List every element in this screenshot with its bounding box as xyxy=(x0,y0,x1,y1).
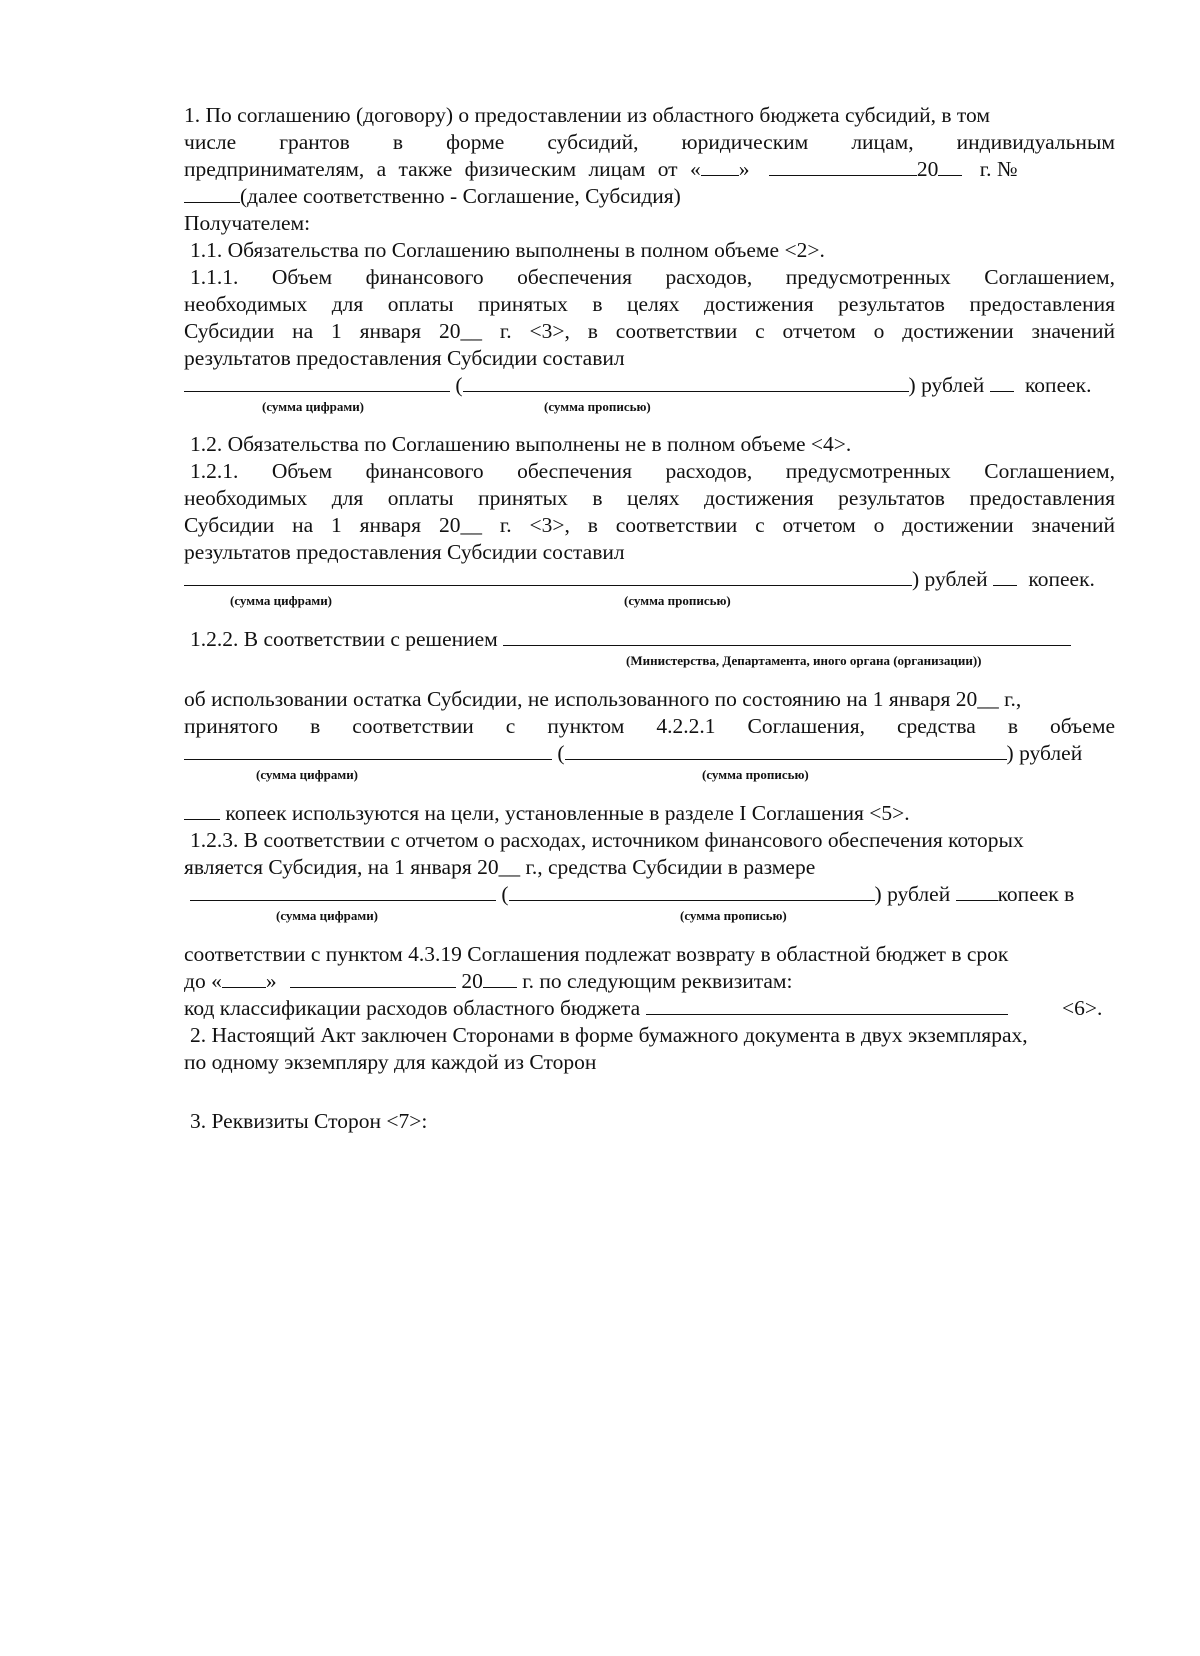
clause-1-2-1-line-3: Субсидии на 1 января 20__ г. <3>, в соответствии с отчетом о достижении значений xyxy=(184,513,1115,537)
sum-digits-blank xyxy=(190,882,496,901)
open-paren: ( xyxy=(455,373,463,397)
year-blank xyxy=(483,969,517,988)
rubles-label: ) рублей xyxy=(912,567,988,591)
clause-1-line-3 xyxy=(184,156,1115,183)
clause-1-2-2-line-5 xyxy=(184,800,910,827)
clause-1-1-1-line-1: 1.1.1. Объем финансового обеспечения расходов, предусмотренных Соглашением, xyxy=(190,265,1115,289)
details-label: г. по следующим реквизитам: xyxy=(522,969,793,993)
clause-1-2-1-line-2: необходимых для оплаты принятых в целях достижения результатов предоставления xyxy=(184,486,1115,510)
clause-1-1-1-line-4: результатов предоставления Субсидии составил xyxy=(184,346,625,370)
number-label: г. № xyxy=(979,157,1018,181)
clause-1-1-title: 1.1. Обязательства по Соглашению выполнены в полном объеме <2>. xyxy=(190,238,825,262)
sum-words-blank xyxy=(463,373,909,392)
year-blank xyxy=(938,157,962,176)
clause-1-1-1-line-3: Субсидии на 1 января 20__ г. <3>, в соответствии с отчетом о достижении значений xyxy=(184,319,1115,343)
clause-1-2-2-text: 1.2.2. В соответствии с решением xyxy=(190,627,498,651)
sum-blank-combined xyxy=(184,567,912,586)
budget-code-label: код классификации расходов областного бюджета xyxy=(184,996,641,1020)
amount-row-1-2-3 xyxy=(190,881,1074,908)
clause-1-2-title: 1.2. Обязательства по Соглашению выполнены не в полном объеме <4>. xyxy=(190,432,852,456)
clause-1-text-1: 1. По соглашению (договору) о предоставлении из областного бюджета субсидий, в том xyxy=(184,103,990,127)
sum-words-blank xyxy=(565,741,1007,760)
clause-1-2-2-line-3: принятого в соответствии с пунктом 4.2.2.1 Соглашения, средства в объеме xyxy=(184,714,1115,738)
kopecks-label: копеек в xyxy=(997,882,1075,906)
kopecks-label: копеек. xyxy=(1024,373,1092,397)
clause-2-line-1: 2. Настоящий Акт заключен Сторонами в форме бумажного документа в двух экземплярах, xyxy=(190,1023,1028,1047)
open-paren: ( xyxy=(557,741,565,765)
clause-3-title: 3. Реквизиты Сторон <7>: xyxy=(190,1109,428,1133)
caption-sum-words: (сумма прописью) xyxy=(680,908,787,923)
clause-1-2-3-line-2: является Субсидия, на 1 января 20__ г., средства Субсидии в размере xyxy=(184,855,816,879)
amount-row-1-2 xyxy=(184,566,1095,593)
kopecks-blank xyxy=(993,567,1017,586)
sum-words-blank xyxy=(509,882,875,901)
recipient-label: Получателем: xyxy=(184,211,311,235)
caption-sum-digits: (сумма цифрами) xyxy=(262,399,365,414)
clause-1-text-3a: предпринимателям, а также физическим лицам от « xyxy=(184,157,701,181)
rubles-label: ) рублей xyxy=(874,882,951,906)
day-blank xyxy=(222,969,266,988)
caption-sum-words: (сумма прописью) xyxy=(624,593,731,608)
clause-2-line-2: по одному экземпляру для каждой из Сторон xyxy=(184,1050,597,1074)
caption-sum-digits: (сумма цифрами) xyxy=(256,767,359,782)
caption-sum-words: (сумма прописью) xyxy=(702,767,809,782)
clause-1-text-3b: » xyxy=(738,157,750,181)
clause-1-line-1 xyxy=(184,102,1115,129)
amount-row-1-2-2 xyxy=(184,740,1082,767)
kopecks-label: копеек. xyxy=(1028,567,1095,591)
footnote-6: <6>. xyxy=(1062,996,1103,1020)
sum-digits-blank xyxy=(184,373,450,392)
kopecks-blank xyxy=(990,373,1014,392)
month-blank xyxy=(290,969,456,988)
clause-1-2-3-line-6 xyxy=(184,995,1008,1022)
budget-code-blank xyxy=(646,996,1008,1015)
authority-blank xyxy=(503,627,1071,646)
clause-1-2-2-line-2: об использовании остатка Субсидии, не использованного по состоянию на 1 января 20__ г., xyxy=(184,687,1022,711)
open-paren: ( xyxy=(501,882,509,906)
clause-1-2-1-line-1: 1.2.1. Объем финансового обеспечения расходов, предусмотренных Соглашением, xyxy=(190,459,1115,483)
clause-1-1-1-line-2: необходимых для оплаты принятых в целях достижения результатов предоставления xyxy=(184,292,1115,316)
close-quote: » xyxy=(265,969,277,993)
rubles-label: ) рублей xyxy=(908,373,985,397)
caption-authority: (Министерства, Департамента, иного органа (организации)) xyxy=(626,653,982,668)
clause-1-2-1-line-4: результатов предоставления Субсидии составил xyxy=(184,540,625,564)
until-label: до « xyxy=(184,969,222,993)
clause-1-2-3-line-1: 1.2.3. В соответствии с отчетом о расходах, источником финансового обеспечения которых xyxy=(190,828,1024,852)
amount-row-1-1 xyxy=(184,372,1091,399)
clause-1-line-2: числе грантов в форме субсидий, юридическим лицам, индивидуальным xyxy=(184,130,1115,154)
number-blank xyxy=(184,184,240,203)
caption-sum-words: (сумма прописью) xyxy=(544,399,651,414)
kopecks-blank xyxy=(956,882,998,901)
clause-1-2-3-line-4: соответствии с пунктом 4.3.19 Соглашения подлежат возврату в областной бюджет в срок xyxy=(184,942,1009,966)
caption-sum-digits: (сумма цифрами) xyxy=(276,908,379,923)
clause-1-2-2-text-5: копеек используются на цели, установленные в разделе I Соглашения <5>. xyxy=(225,801,910,825)
sum-digits-blank xyxy=(184,741,552,760)
month-blank xyxy=(769,157,917,176)
caption-sum-digits: (сумма цифрами) xyxy=(230,593,333,608)
kopecks-blank xyxy=(184,801,220,820)
year-prefix: 20 xyxy=(916,157,939,181)
rubles-label: ) рублей xyxy=(1006,741,1083,765)
day-blank xyxy=(701,157,739,176)
clause-1-2-2-line-1 xyxy=(190,626,1071,653)
clause-1-line-4 xyxy=(184,183,1115,210)
year-prefix: 20 xyxy=(461,969,483,993)
clause-1-2-3-line-5 xyxy=(184,968,792,995)
clause-1-text-4: (далее соответственно - Соглашение, Субсидия) xyxy=(240,184,681,208)
